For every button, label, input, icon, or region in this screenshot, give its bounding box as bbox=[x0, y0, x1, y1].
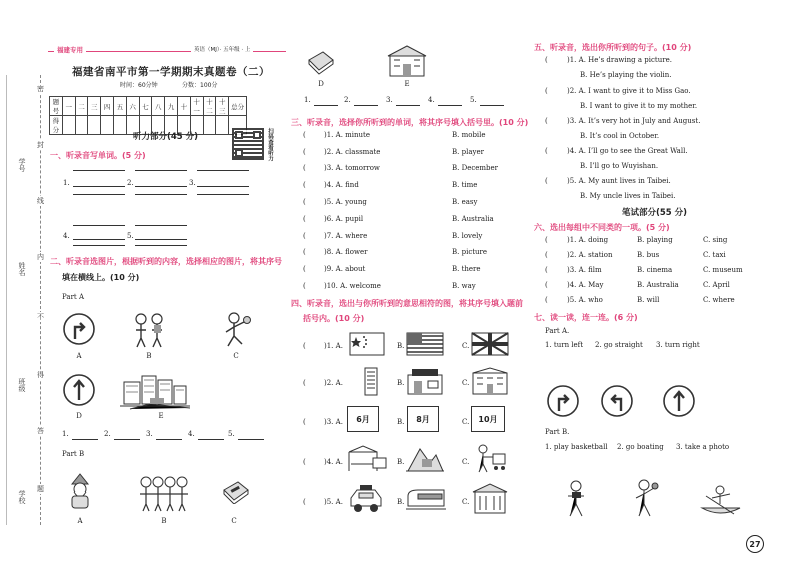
item-number: 2. bbox=[104, 430, 111, 438]
picture-label: C bbox=[231, 517, 237, 525]
header-edition: 英语（MJ）· 五年级 · 上 bbox=[191, 45, 253, 53]
school-label: 学校 bbox=[18, 490, 26, 504]
part-b-label: Part B bbox=[62, 450, 85, 458]
choice-b: B. bus bbox=[637, 251, 660, 259]
usa-flag-icon bbox=[406, 332, 444, 358]
score-header-cell: 六 bbox=[126, 97, 139, 116]
score-header-cell: 一 bbox=[62, 97, 75, 116]
choice-paren[interactable]: ( bbox=[545, 251, 548, 259]
choice-c: C. bbox=[462, 458, 470, 466]
part-b-answers bbox=[304, 96, 514, 108]
choice-b: B. bbox=[397, 498, 405, 506]
choice-b: B. He’s playing the violin. bbox=[580, 71, 672, 79]
choice-b: B. Australia bbox=[452, 215, 494, 223]
section-7-title: 七、读一读，连一连。(6 分) bbox=[534, 313, 638, 322]
qr-finder bbox=[235, 149, 243, 157]
answer-line[interactable] bbox=[73, 194, 125, 195]
header-bar bbox=[48, 45, 286, 57]
choice-b: B. mobile bbox=[452, 131, 486, 139]
qr-finder bbox=[235, 131, 243, 139]
choice-paren[interactable]: ( bbox=[303, 215, 306, 223]
choice-a: )4. A. find bbox=[324, 181, 359, 189]
bus-stop-icon bbox=[347, 444, 387, 472]
score-header-cell: 七 bbox=[139, 97, 152, 116]
choice-paren[interactable]: ( bbox=[545, 117, 548, 125]
picture-label: A bbox=[76, 352, 82, 360]
choice-b: B. playing bbox=[637, 236, 673, 244]
score-cell[interactable] bbox=[216, 116, 229, 135]
score-header-cell: 八 bbox=[152, 97, 165, 116]
choice-b: B. there bbox=[452, 265, 481, 273]
choice-a: )10. A. welcome bbox=[324, 282, 381, 290]
choice-paren[interactable]: ( bbox=[545, 177, 548, 185]
score-header-cell: 五 bbox=[113, 97, 126, 116]
qr-code[interactable] bbox=[232, 128, 264, 160]
choice-b: B. time bbox=[452, 181, 478, 189]
picture-label: A bbox=[77, 517, 83, 525]
binding-solid-line bbox=[6, 75, 7, 525]
children-walking-icon bbox=[130, 310, 168, 350]
answer-line[interactable] bbox=[197, 186, 249, 187]
score-header-cell: 题号 bbox=[50, 97, 63, 116]
answer-line[interactable] bbox=[73, 225, 125, 226]
china-flag-icon bbox=[349, 332, 385, 358]
choice-b: B. I want to give it to my mother. bbox=[580, 102, 698, 110]
answer-line[interactable] bbox=[73, 170, 125, 171]
section-4-title: 四、听录音，选出与你所听到的意思相符的图，将其序号填入题前 bbox=[291, 299, 523, 308]
section-6-title: 六、选出每组中不同类的一项。(5 分) bbox=[534, 223, 670, 232]
girl-playing-ball-icon bbox=[216, 310, 256, 350]
choice-a: )2. A. classmate bbox=[324, 148, 381, 156]
book-icon bbox=[305, 50, 337, 76]
choice-b: B. December bbox=[452, 164, 499, 172]
seal-char: 内 bbox=[37, 253, 44, 261]
choice-a: )8. A. flower bbox=[324, 248, 368, 256]
park-landscape-icon bbox=[406, 443, 444, 473]
choice-a: )3. A. tomorrow bbox=[324, 164, 380, 172]
score-header-cell: 四 bbox=[101, 97, 114, 116]
choice-paren[interactable]: ( bbox=[303, 265, 306, 273]
choice-paren[interactable]: ( bbox=[545, 87, 548, 95]
turn-right-sign-icon[interactable] bbox=[546, 384, 580, 420]
seal-char: 得 bbox=[37, 371, 44, 379]
seal-char: 密 bbox=[37, 85, 44, 93]
choice-paren[interactable]: ( bbox=[303, 379, 306, 387]
playing-basketball-icon[interactable] bbox=[632, 478, 660, 518]
qr-finder bbox=[253, 131, 261, 139]
picture-label: B bbox=[161, 517, 167, 525]
score-row-label: 得分 bbox=[50, 116, 63, 135]
choice-b: B. My uncle lives in Taibei. bbox=[580, 192, 676, 200]
choice-a: )2. A. station bbox=[567, 251, 613, 259]
girl-with-cart-icon bbox=[473, 442, 507, 474]
picture-label: B bbox=[146, 352, 152, 360]
score-table-header-row bbox=[50, 97, 247, 116]
choice-a: )5. A. young bbox=[324, 198, 367, 206]
choice-paren[interactable]: ( bbox=[545, 296, 548, 304]
section-4-title-cont: 括号内。(10 分) bbox=[303, 314, 365, 323]
calendar-june-icon bbox=[347, 406, 379, 432]
taking-photo-icon[interactable] bbox=[560, 478, 592, 518]
answer-line[interactable] bbox=[314, 105, 338, 106]
score-header-cell: 十 bbox=[177, 97, 190, 116]
answer-line[interactable] bbox=[396, 105, 420, 106]
boating-icon[interactable] bbox=[700, 484, 742, 518]
choice-a: )7. A. where bbox=[324, 232, 368, 240]
choice-b: B. easy bbox=[452, 198, 478, 206]
section-2-title: 二、听录音选图片，根据听到的内容，选择相应的图片，将其序号 bbox=[50, 257, 282, 266]
calendar-october-icon bbox=[471, 406, 505, 432]
choice-c: C. bbox=[462, 342, 470, 350]
answer-line[interactable] bbox=[73, 239, 125, 240]
choice-paren[interactable]: ( bbox=[545, 147, 548, 155]
group-of-children-icon bbox=[138, 474, 190, 512]
seal-char: 线 bbox=[37, 197, 44, 205]
tall-building-icon bbox=[361, 366, 381, 396]
choice-a: )5. A. bbox=[324, 498, 343, 506]
choice-b: B. will bbox=[637, 296, 660, 304]
choice-a: )2. A. bbox=[324, 379, 343, 387]
choice-paren[interactable]: ( bbox=[303, 148, 306, 156]
choice-paren[interactable]: ( bbox=[303, 232, 306, 240]
choice-paren[interactable]: ( bbox=[545, 236, 548, 244]
answer-line[interactable] bbox=[354, 105, 378, 106]
score-cell[interactable] bbox=[113, 116, 126, 135]
choice-paren[interactable]: ( bbox=[303, 498, 306, 506]
answer-line[interactable] bbox=[72, 439, 98, 440]
section-5-title: 五、听录音，选出你所听到的句子。(10 分) bbox=[534, 43, 692, 52]
item-number: 2. bbox=[127, 179, 134, 187]
choice-c: C. bbox=[462, 498, 470, 506]
item-number: 5. bbox=[127, 232, 134, 240]
match-item[interactable]: 3. take a photo bbox=[676, 443, 730, 451]
go-straight-sign-icon bbox=[62, 373, 96, 409]
go-straight-sign-icon[interactable] bbox=[662, 384, 696, 420]
binding-margin bbox=[0, 0, 48, 567]
choice-c: C. bbox=[462, 418, 470, 426]
part-a-label: Part A. bbox=[545, 327, 570, 335]
choice-b: B. player bbox=[452, 148, 484, 156]
choice-paren[interactable]: ( bbox=[303, 131, 306, 139]
book-icon bbox=[220, 480, 250, 504]
choice-paren[interactable]: ( bbox=[545, 281, 548, 289]
answer-line[interactable] bbox=[135, 170, 187, 171]
choice-b: B. bbox=[397, 418, 405, 426]
match-item[interactable]: 1. turn left bbox=[545, 341, 584, 349]
choice-b: B. bbox=[397, 458, 405, 466]
section-3-items bbox=[303, 131, 523, 290]
choice-paren[interactable]: ( bbox=[545, 56, 548, 64]
choice-b: B. I’ll go to Wuyishan. bbox=[580, 162, 659, 170]
choice-b: B. picture bbox=[452, 248, 488, 256]
section-6-items bbox=[545, 236, 765, 306]
picture-label: D bbox=[76, 412, 82, 420]
seal-char: 封 bbox=[37, 141, 44, 149]
score-header-cell: 总分 bbox=[229, 97, 247, 116]
section-2-title-cont: 填在横线上。(10 分) bbox=[62, 273, 140, 282]
answer-line[interactable] bbox=[156, 439, 182, 440]
choice-a: )4. A. May bbox=[567, 281, 604, 289]
item-number: 4. bbox=[428, 96, 435, 104]
choice-paren[interactable]: ( bbox=[303, 248, 306, 256]
part-a-label: Part A bbox=[62, 293, 85, 301]
item-number: 3. bbox=[386, 96, 393, 104]
choice-a: )5. A. who bbox=[567, 296, 603, 304]
answer-line[interactable] bbox=[238, 439, 264, 440]
answer-line[interactable] bbox=[73, 186, 125, 187]
calendar-august-icon bbox=[407, 406, 439, 432]
answer-line[interactable] bbox=[73, 245, 125, 246]
section-1-answers bbox=[55, 165, 295, 245]
answer-line[interactable] bbox=[480, 105, 504, 106]
item-number: 4. bbox=[188, 430, 195, 438]
choice-c: C. sing bbox=[703, 236, 728, 244]
choice-b: B. lovely bbox=[452, 232, 483, 240]
choice-paren[interactable]: ( bbox=[303, 164, 306, 172]
answer-line[interactable] bbox=[197, 170, 249, 171]
choice-a: )5. A. My aunt lives in Taibei. bbox=[567, 177, 671, 185]
item-number: 4. bbox=[63, 232, 70, 240]
answer-line[interactable] bbox=[114, 439, 140, 440]
choice-a: )1. A. doing bbox=[567, 236, 609, 244]
choice-a: )3. A. film bbox=[567, 266, 602, 274]
header-tag: 福建专用 bbox=[54, 45, 86, 54]
picture-label: D bbox=[318, 80, 324, 88]
answer-line[interactable] bbox=[135, 245, 187, 246]
section-1-title: 一、听录音写单词。(5 分) bbox=[50, 151, 146, 160]
name-label: 姓名 bbox=[18, 262, 26, 276]
choice-paren[interactable]: ( bbox=[303, 282, 306, 290]
choice-a: )2. A. I want to give it to Miss Gao. bbox=[567, 87, 691, 95]
picture-label: C bbox=[233, 352, 239, 360]
qr-caption: 扫码查看听力 bbox=[267, 128, 273, 161]
exam-total-score: 分数：100分 bbox=[182, 82, 218, 89]
answer-line[interactable] bbox=[197, 194, 249, 195]
choice-a: )1. A. minute bbox=[324, 131, 370, 139]
score-header-cell: 十一 bbox=[190, 97, 203, 116]
choice-paren[interactable]: ( bbox=[303, 458, 306, 466]
calendar-month-label: 10月 bbox=[478, 414, 498, 424]
match-item[interactable]: 1. play basketball bbox=[545, 443, 608, 451]
choice-c: C. bbox=[462, 379, 470, 387]
choice-a: )4. A. bbox=[324, 458, 343, 466]
page-number: 27 bbox=[746, 535, 764, 553]
turn-left-sign-icon[interactable] bbox=[600, 384, 634, 420]
score-header-cell: 三 bbox=[88, 97, 101, 116]
item-number: 3. bbox=[146, 430, 153, 438]
choice-c: C. taxi bbox=[703, 251, 726, 259]
score-header-cell: 十三 bbox=[216, 97, 229, 116]
seal-char: 题 bbox=[37, 485, 44, 493]
choice-b: B. It’s cool in October. bbox=[580, 132, 660, 140]
answer-line[interactable] bbox=[135, 225, 187, 226]
item-number: 1. bbox=[62, 430, 69, 438]
choice-b: B. Australia bbox=[637, 281, 679, 289]
choice-c: C. April bbox=[703, 281, 730, 289]
choice-a: )3. A. It’s very hot in July and August. bbox=[567, 117, 701, 125]
choice-a: )1. A. He’s drawing a picture. bbox=[567, 56, 672, 64]
score-header-cell: 九 bbox=[165, 97, 178, 116]
item-number: 3. bbox=[189, 179, 196, 187]
picture-label: E bbox=[158, 412, 164, 420]
answer-line[interactable] bbox=[135, 194, 187, 195]
exam-time: 时间：60分钟 bbox=[120, 82, 158, 89]
choice-paren[interactable]: ( bbox=[303, 418, 306, 426]
item-number: 1. bbox=[63, 179, 70, 187]
choice-b: B. bbox=[397, 379, 405, 387]
answer-line[interactable] bbox=[135, 239, 187, 240]
choice-a: )9. A. about bbox=[324, 265, 366, 273]
choice-a: )4. A. I’ll go to see the Great Wall. bbox=[567, 147, 688, 155]
score-cell[interactable] bbox=[101, 116, 114, 135]
choice-paren[interactable]: ( bbox=[303, 181, 306, 189]
hospital-building-icon bbox=[471, 367, 509, 395]
section-3-title: 三、听录音，选择你所听到的单词，将其序号填入括号里。(10 分) bbox=[291, 118, 529, 127]
calendar-month-label: 8月 bbox=[416, 414, 430, 424]
part-a-answers bbox=[62, 430, 292, 442]
score-header-cell: 二 bbox=[75, 97, 88, 116]
choice-a: )3. A. bbox=[324, 418, 343, 426]
score-header-cell: 十二 bbox=[203, 97, 216, 116]
match-item[interactable]: 3. turn right bbox=[656, 341, 700, 349]
score-cell[interactable] bbox=[62, 116, 75, 135]
section-4-items bbox=[303, 330, 523, 530]
item-number: 1. bbox=[304, 96, 311, 104]
train-icon bbox=[406, 486, 446, 512]
exam-title: 福建省南平市第一学期期末真题卷（二） bbox=[72, 66, 270, 78]
turn-right-sign-icon bbox=[62, 312, 96, 348]
uk-flag-icon bbox=[471, 332, 509, 358]
answer-line[interactable] bbox=[198, 439, 224, 440]
city-street-icon bbox=[120, 368, 190, 410]
choice-b: B. way bbox=[452, 282, 476, 290]
calendar-month-label: 6月 bbox=[356, 414, 370, 424]
match-item[interactable]: 2. go straight bbox=[595, 341, 643, 349]
school-building-icon bbox=[386, 44, 428, 78]
item-number: 2. bbox=[344, 96, 351, 104]
seal-char: 不 bbox=[37, 313, 44, 321]
score-cell[interactable] bbox=[203, 116, 216, 135]
choice-c: C. where bbox=[703, 296, 735, 304]
score-cell[interactable] bbox=[88, 116, 101, 135]
santa-claus-icon bbox=[64, 472, 96, 512]
student-id-label: 学号 bbox=[18, 158, 26, 172]
choice-a: )6. A. pupil bbox=[324, 215, 364, 223]
choice-a: )1. A. bbox=[324, 342, 343, 350]
written-heading: 笔试部分(55 分) bbox=[622, 208, 688, 218]
seal-char: 答 bbox=[37, 427, 44, 435]
choice-b: B. bbox=[397, 342, 405, 350]
choice-b: B. cinema bbox=[637, 266, 673, 274]
part-b-label: Part B. bbox=[545, 428, 570, 436]
shop-building-icon bbox=[406, 367, 444, 395]
section-5-items bbox=[545, 56, 765, 206]
match-item[interactable]: 2. go boating bbox=[617, 443, 664, 451]
item-number: 5. bbox=[470, 96, 477, 104]
choice-c: C. museum bbox=[703, 266, 743, 274]
choice-paren[interactable]: ( bbox=[303, 342, 306, 350]
taxi-icon bbox=[347, 484, 385, 514]
picture-label: E bbox=[404, 80, 410, 88]
class-label: 班级 bbox=[18, 378, 26, 392]
item-number: 5. bbox=[228, 430, 235, 438]
answer-line[interactable] bbox=[438, 105, 462, 106]
museum-building-icon bbox=[471, 482, 509, 514]
choice-paren[interactable]: ( bbox=[303, 198, 306, 206]
score-cell[interactable] bbox=[75, 116, 88, 135]
answer-line[interactable] bbox=[135, 186, 187, 187]
choice-paren[interactable]: ( bbox=[545, 266, 548, 274]
listening-heading: 听力部分(45 分) bbox=[133, 132, 199, 142]
